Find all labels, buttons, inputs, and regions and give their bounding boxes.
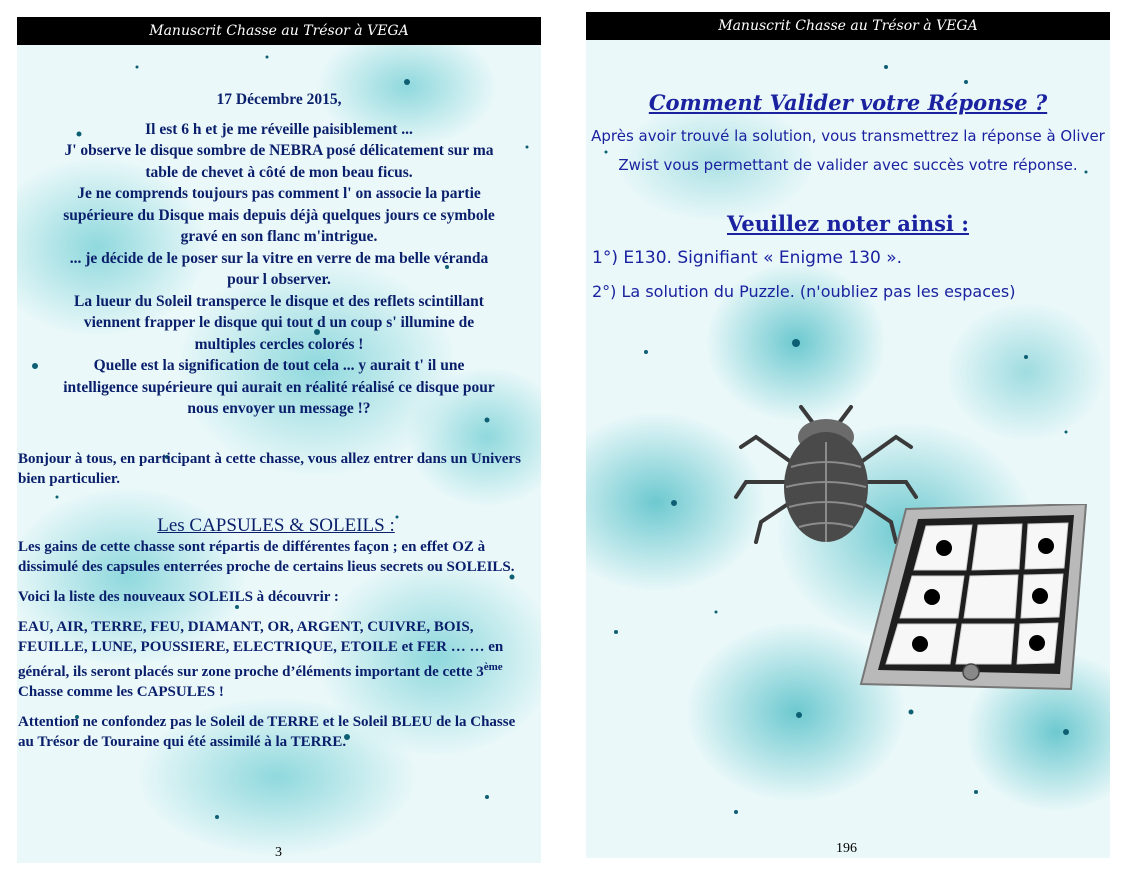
intro-block xyxy=(17,89,541,420)
intro-line: Je ne comprends toujours pas comment l' on associe la partie xyxy=(77,185,481,202)
soleils-list-text: EAU, AIR, TERRE, FEU, DIAMANT, OR, ARGENT, CUIVRE, BOIS, FEUILLE, LUNE, POUSSIERE, ELECTRIQUE, ETOILE et FER … … en général, ils seront placés sur zone proche d’éléments important de cette 3 xyxy=(18,619,504,680)
step-2: 2°) La solution du Puzzle. (n'oubliez pas les espaces) xyxy=(592,282,1016,301)
warning-paragraph: Attention ne confondez pas le Soleil de TERRE et le Soleil BLEU de la Chasse au Trésor de Touraine qui été assimilé à la TERRE. xyxy=(18,714,516,750)
soleils-list-end: Chasse comme les CAPSULES ! xyxy=(18,684,224,700)
page-number: 196 xyxy=(836,841,857,856)
step-1: 1°) E130. Signifiant « Enigme 130 ». xyxy=(592,248,903,268)
intro-line: J' observe le disque sombre de NEBRA posé délicatement sur ma xyxy=(64,142,494,159)
soleils-list-paragraph xyxy=(18,617,534,702)
intro-line: gravé en son flanc m'intrigue. xyxy=(180,228,378,245)
list-intro: Voici la liste des nouveaux SOLEILS à découvrir : xyxy=(18,589,339,605)
page-number: 3 xyxy=(275,845,282,860)
page-header: Manuscrit Chasse au Trésor à VEGA xyxy=(586,12,1110,40)
section-title: Les CAPSULES & SOLEILS : xyxy=(157,515,395,536)
puzzle-board-illustration xyxy=(856,504,1096,694)
intro-line: Quelle est la signification de tout cela ... y aurait t' il une xyxy=(93,357,465,374)
superscript-ordinal: ème xyxy=(483,661,503,673)
intro-line: La lueur du Soleil transperce le disque et des reflets scintillant xyxy=(74,292,484,310)
welcome-paragraph: Bonjour à tous, en participant à cette chasse, vous allez entrer dans un Univers bien particulier. xyxy=(18,451,521,487)
intro-line: pour l observer. xyxy=(227,271,331,288)
manuscript-page-left xyxy=(17,17,541,863)
instruction-paragraph: Après avoir trouvé la solution, vous transmettrez la réponse à Oliver Zwist vous permettant de valider avec succès votre réponse. xyxy=(591,127,1105,174)
intro-line: Il est 6 h et je me réveille paisiblement ... xyxy=(145,120,413,138)
intro-line: nous envoyer un message !? xyxy=(187,400,371,417)
intro-line: multiples cercles colorés ! xyxy=(194,335,364,353)
intro-date: 17 Décembre 2015, xyxy=(216,91,342,108)
intro-line: supérieure du Disque mais depuis déjà quelques jours ce symbole xyxy=(63,206,495,224)
page-title: Comment Valider votre Réponse ? xyxy=(648,90,1048,115)
intro-line: ... je décide de le poser sur la vitre en verre de ma belle véranda xyxy=(69,249,489,267)
body-block xyxy=(18,449,534,762)
page-header: Manuscrit Chasse au Trésor à VEGA xyxy=(17,17,541,45)
section-subtitle: Veuillez noter ainsi : xyxy=(727,211,969,236)
intro-line: table de chevet à côté de mon beau ficus. xyxy=(145,163,413,181)
intro-line: intelligence supérieure qui aurait en réalité réalisé ce disque pour xyxy=(63,378,495,396)
gains-paragraph: Les gains de cette chasse sont répartis de différentes façon ; en effet OZ à dissimulé des capsules enterrées proche de certains lieus secrets ou SOLEILS. xyxy=(18,539,515,575)
intro-line: viennent frapper le disque qui tout d un coup s' illumine de xyxy=(83,314,475,331)
manuscript-page-right xyxy=(586,12,1110,858)
